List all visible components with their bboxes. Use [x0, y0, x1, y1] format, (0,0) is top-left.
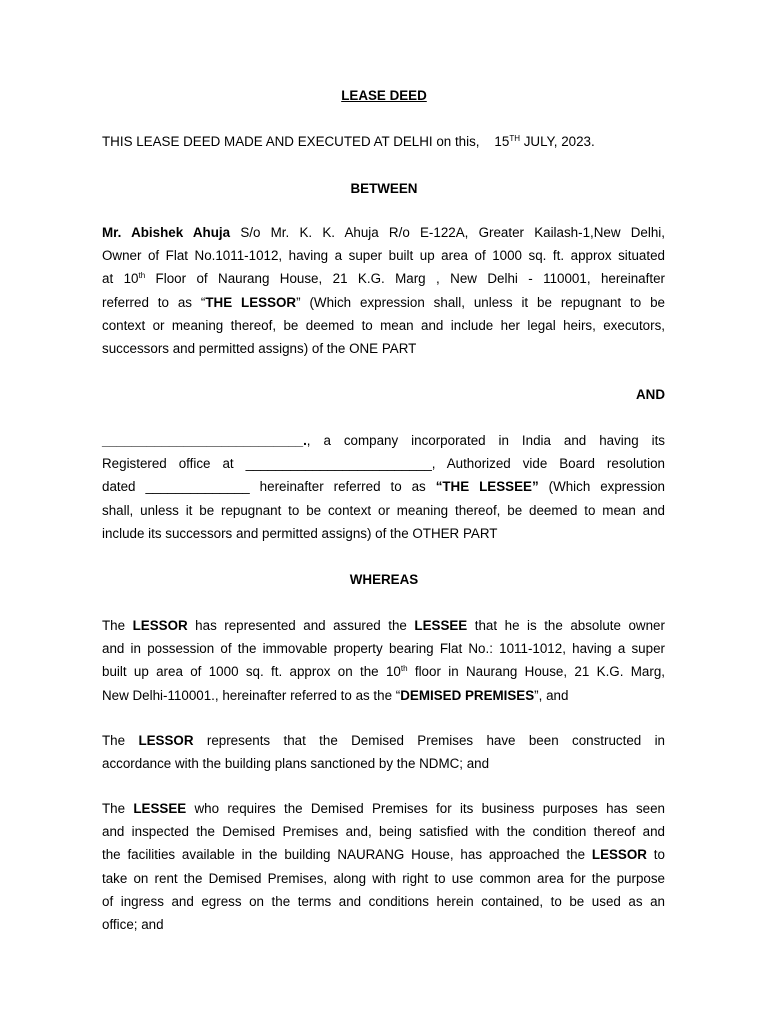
- lessor-line-6: successors and permitted assigns) of the ONE PART: [102, 341, 417, 357]
- recital-3-lessee: LESSEE: [133, 801, 187, 816]
- recital-3-line-3-a: the facilities available in the building NAURANG House, has approached the: [102, 847, 586, 863]
- lessee-line-1-text: , a company incorporated in India and having its: [306, 433, 665, 448]
- lessor-line-4-a: referred to as “: [102, 294, 206, 310]
- recital-3-line-4: take on rent the Demised Premises, along with right to use common area for the purpose: [102, 870, 665, 886]
- lessor-line-1: [102, 221, 665, 244]
- lessee-line-5: include its successors and permitted assigns) of the OTHER PART: [102, 525, 498, 541]
- lessee-line-3-a: dated ______________ hereinafter referred to as: [102, 479, 426, 495]
- recital-3-line-5: of ingress and egress on the terms and conditions herein contained, to be used as an: [102, 893, 665, 909]
- recital-1-line-3: [102, 660, 665, 683]
- lessor-line-3-b: Floor of Naurang House, 21 K.G. Marg , New Delhi - 110001, hereinafter: [155, 271, 665, 287]
- recital-1-lessor: LESSOR: [132, 618, 188, 633]
- the-lessee-term: “THE LESSEE”: [435, 479, 539, 495]
- recital-1-text-a: has represented and assured the: [195, 618, 407, 633]
- whereas-heading: WHEREAS: [349, 572, 419, 587]
- intro-day: 15: [494, 134, 510, 149]
- recital-3-line-3: [102, 843, 665, 866]
- lessor-line-2: Owner of Flat No.1011-1012, having a super built up area of 1000 sq. ft. approx situated: [102, 248, 665, 264]
- lessee-line-4: shall, unless it be repugnant to be context or meaning thereof, be deemed to mean and: [102, 502, 665, 518]
- lessor-line-4-b: ” (Which expression shall, unless it be repugnant to be: [296, 294, 666, 310]
- intro-month-year: JULY, 2023.: [523, 134, 595, 149]
- recital-2: [102, 729, 665, 775]
- and-label: AND: [635, 387, 665, 402]
- lessee-paragraph: [102, 429, 665, 545]
- recital-1-text-b: that he is the absolute owner: [474, 618, 665, 633]
- recital-2-line-2: accordance with the building plans sanctioned by the NDMC; and: [102, 756, 490, 772]
- lessor-line-3-sup: th: [138, 271, 146, 281]
- recital-3-text: who requires the Demised Premises for its business purposes has seen: [194, 801, 665, 816]
- lessee-line-2: Registered office at _________________________, Authorized vide Board resolution: [102, 456, 665, 472]
- lessor-line-3-a: at 10: [102, 271, 139, 287]
- document-title: LEASE DEED: [341, 88, 427, 103]
- recital-2-lessor: LESSOR: [138, 733, 194, 748]
- recital-1-line-3-b: floor in Naurang House, 21 K.G. Marg,: [414, 664, 665, 680]
- recital-3-line-3-b: to: [653, 847, 665, 863]
- recital-1-line-4: [102, 684, 665, 707]
- intro-prefix: THIS LEASE DEED MADE AND EXECUTED AT DELHI on this,: [102, 134, 480, 149]
- lessor-line-3: [102, 267, 665, 290]
- the-lessor-term: THE LESSOR: [205, 294, 297, 310]
- between-heading: BETWEEN: [350, 181, 418, 196]
- lessee-line-3: [102, 475, 665, 498]
- recital-1-lessee: LESSEE: [414, 618, 468, 633]
- recital-2-line-1: [102, 729, 665, 752]
- recital-3-lessor: LESSOR: [591, 847, 647, 863]
- recital-1-the: The: [102, 618, 126, 633]
- intro-line: [102, 133, 665, 150]
- recital-1: [102, 614, 665, 707]
- lessor-line-4: [102, 291, 665, 314]
- recital-1-line-4-a: New Delhi-110001., hereinafter referred to as the “: [102, 687, 401, 703]
- recital-3-the: The: [102, 801, 126, 816]
- recital-3-line-6: office; and: [102, 917, 164, 933]
- lessee-line-1: [102, 429, 665, 452]
- recital-3-line-1: [102, 797, 665, 820]
- lessor-line-1-text: S/o Mr. K. K. Ahuja R/o E-122A, Greater Kailash-1,New Delhi,: [240, 225, 665, 240]
- recital-1-line-4-b: ”, and: [534, 687, 569, 703]
- lessor-line-5: context or meaning thereof, be deemed to mean and include her legal heirs, executors,: [102, 317, 665, 333]
- demised-premises-term: DEMISED PREMISES: [400, 687, 535, 703]
- lessor-paragraph: [102, 221, 665, 360]
- intro-day-sup: TH: [509, 134, 520, 143]
- recital-1-line-2: and in possession of the immovable property bearing Flat No.: 1011-1012, having a super: [102, 641, 665, 657]
- recital-2-text: represents that the Demised Premises have been constructed in: [206, 733, 665, 748]
- recital-3: [102, 797, 665, 936]
- lessee-line-3-b: (Which expression: [548, 479, 665, 495]
- recital-1-line-3-sup: th: [400, 664, 408, 674]
- recital-3-line-2: and inspected the Demised Premises and, being satisfied with the condition thereof and: [102, 824, 665, 840]
- recital-1-line-3-a: built up area of 1000 sq. ft. approx on the 10: [102, 664, 401, 680]
- lessor-name: Mr. Abishek Ahuja: [102, 225, 231, 240]
- recital-1-line-1: [102, 614, 665, 637]
- recital-2-the: The: [102, 733, 126, 748]
- lessee-name-blank: ___________________________.: [102, 433, 307, 448]
